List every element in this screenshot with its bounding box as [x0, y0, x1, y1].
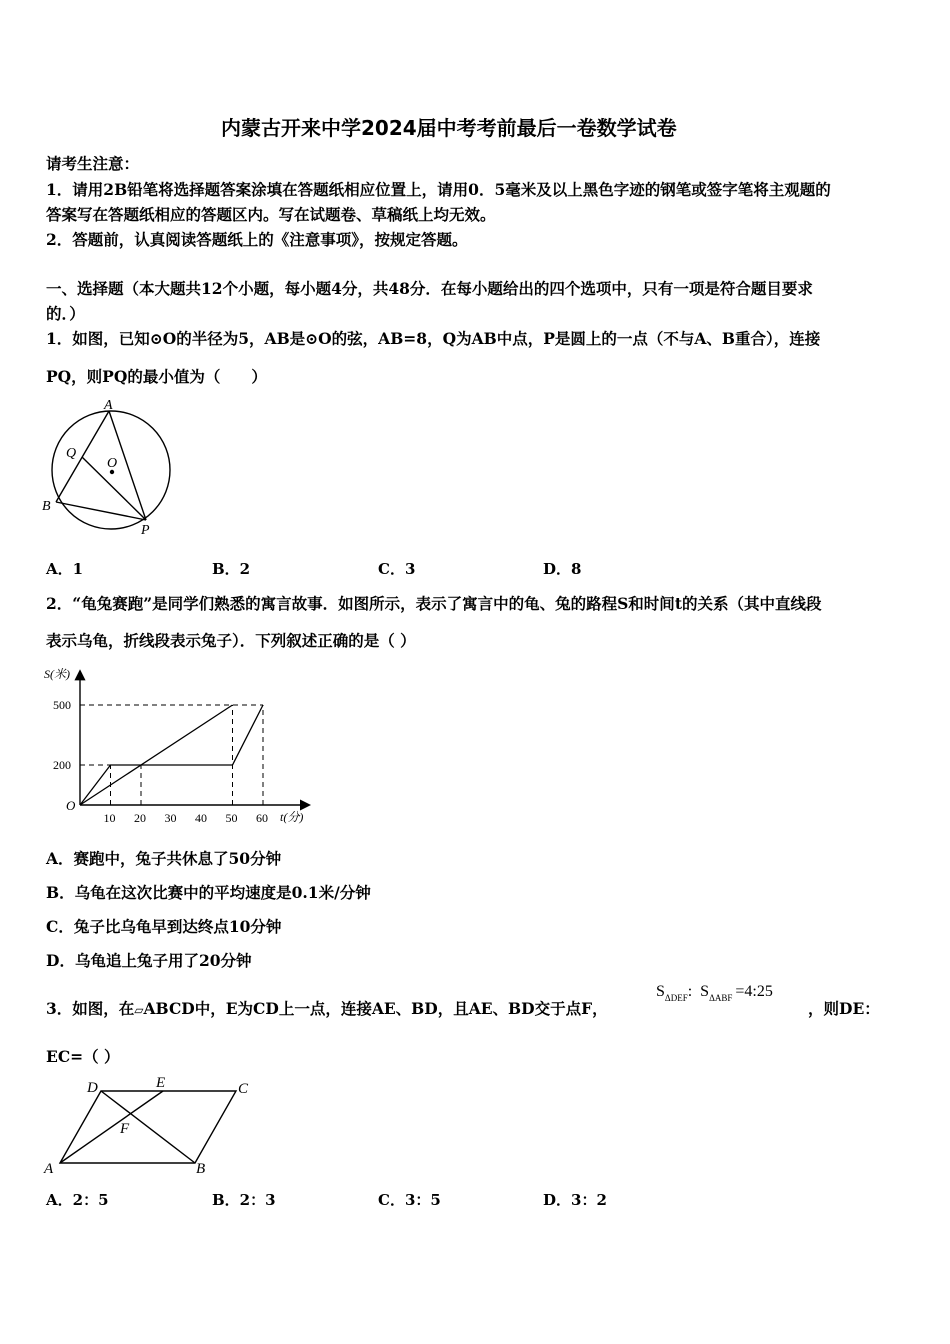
q1-label-p: P: [141, 523, 150, 538]
q3-label-d: D: [87, 1080, 98, 1096]
q2-x-tick-label: 20: [134, 811, 146, 825]
q3-label-e: E: [156, 1075, 166, 1091]
q2-x-axis-label: t(分): [280, 810, 304, 824]
q2-series-tortoise: [80, 705, 233, 805]
q3-option-a: A．2：5: [46, 1191, 109, 1209]
section-1-heading-line-2: 的．）: [46, 304, 85, 323]
q1-label-o: O: [107, 456, 118, 471]
notice-item-2: 2．答题前，认真阅读答题纸上的《注意事项》，按规定答题。: [46, 230, 468, 249]
q2-x-tick-label: 60: [256, 811, 268, 825]
notice-item-1-line-1: 1．请用2B铅笔将选择题答案涂填在答题纸相应位置上，请用0．5毫米及以上黑色字迹的钢笔或签字笔将主观题的: [46, 180, 831, 199]
q3-formula-sub2: ΔABF: [709, 993, 733, 1003]
q3-option-d: D．3：2: [543, 1191, 607, 1209]
q3-stem-line-2: EC=（ ）: [46, 1047, 120, 1066]
q2-origin-label: O: [66, 798, 76, 813]
q3-option-b: B．2：3: [212, 1191, 276, 1209]
q1-stem-line-2: PQ，则PQ的最小值为（ ）: [46, 367, 267, 386]
q3-label-a: A: [44, 1161, 54, 1177]
q2-x-tick-label: 40: [195, 811, 207, 825]
q2-x-tick-label: 10: [103, 811, 116, 825]
q3-stem-line-1: [46, 997, 608, 1019]
q3-formula-s2: S: [700, 983, 710, 1000]
q2-option-c: C．兔子比乌龟早到达终点10分钟: [46, 917, 282, 936]
q3-stem-suffix: ，则DE：: [808, 999, 880, 1018]
q1-label-b: B: [42, 499, 51, 514]
q2-option-a: A．赛跑中，兔子共休息了50分钟: [46, 849, 282, 868]
q2-series-rabbit: [80, 705, 263, 805]
q1-label-a: A: [104, 398, 113, 413]
q1-stem-line-1: 1．如图，已知⊙O的半径为5，AB是⊙O的弦，AB=8，Q为AB中点，P是圆上的一点（不与A、B重合），连接: [46, 329, 821, 348]
q3-label-b: B: [196, 1161, 206, 1177]
q3-formula-sub1: ΔDEF: [664, 993, 688, 1003]
q3-formula-colon: :: [687, 983, 693, 1000]
q3-stem-prefix: 3．如图，在: [46, 999, 135, 1018]
q2-stem-line-2: 表示乌龟，折线段表示兔子）．下列叙述正确的是（ ）: [46, 631, 416, 650]
q2-race-chart: [40, 664, 330, 832]
q2-stem-line-1: 2．“龟兔赛跑”是同学们熟悉的寓言故事．如图所示，表示了寓言中的龟、兔的路程S和时间t的关系（其中直线段: [46, 594, 822, 613]
q3-option-c: C．3：5: [378, 1191, 441, 1209]
q1-option-d: D．8: [543, 560, 582, 578]
q3-formula-value: =4:25: [735, 983, 773, 1000]
q2-x-tick-label: 50: [225, 811, 238, 825]
q3-stem-middle: ABCD中，E为CD上一点，连接AE、BD，且AE、BD交于点F，: [143, 999, 608, 1018]
q3-parallelogram-figure: [40, 1072, 270, 1178]
q2-x-tick-label: 30: [164, 811, 177, 825]
q3-label-c: C: [238, 1081, 249, 1097]
notice-heading: 请考生注意：: [46, 154, 140, 173]
q1-option-a: A．1: [46, 560, 84, 578]
q2-y-tick-label: 500: [53, 698, 71, 712]
q1-circle-figure: [40, 396, 180, 541]
q2-option-b: B．乌龟在这次比赛中的平均速度是0.1米/分钟: [46, 883, 371, 902]
q3-formula-s1: S: [656, 983, 665, 1000]
q2-y-axis-label: S(米): [44, 667, 70, 681]
q2-option-d: D．乌龟追上兔子用了20分钟: [46, 951, 252, 970]
q1-chord-ab: [56, 411, 109, 502]
notice-item-1-line-2: 答案写在答题纸相应的答题区内。写在试题卷、草稿纸上均无效。: [46, 205, 496, 224]
q1-option-c: C．3: [378, 560, 416, 578]
parallelogram-icon: ▱: [134, 1003, 144, 1017]
q2-y-tick-label: 200: [53, 758, 71, 772]
q1-option-b: B．2: [212, 560, 251, 578]
q1-label-q: Q: [66, 446, 77, 461]
q3-label-f: F: [120, 1121, 130, 1137]
page-title: 内蒙古开来中学2024届中考考前最后一卷数学试卷: [221, 116, 677, 140]
q3-area-ratio-formula: [656, 983, 773, 1001]
section-1-heading-line-1: 一、选择题（本大题共12个小题，每小题4分，共48分．在每小题给出的四个选项中，只有一项是符合题目要求: [46, 279, 813, 298]
